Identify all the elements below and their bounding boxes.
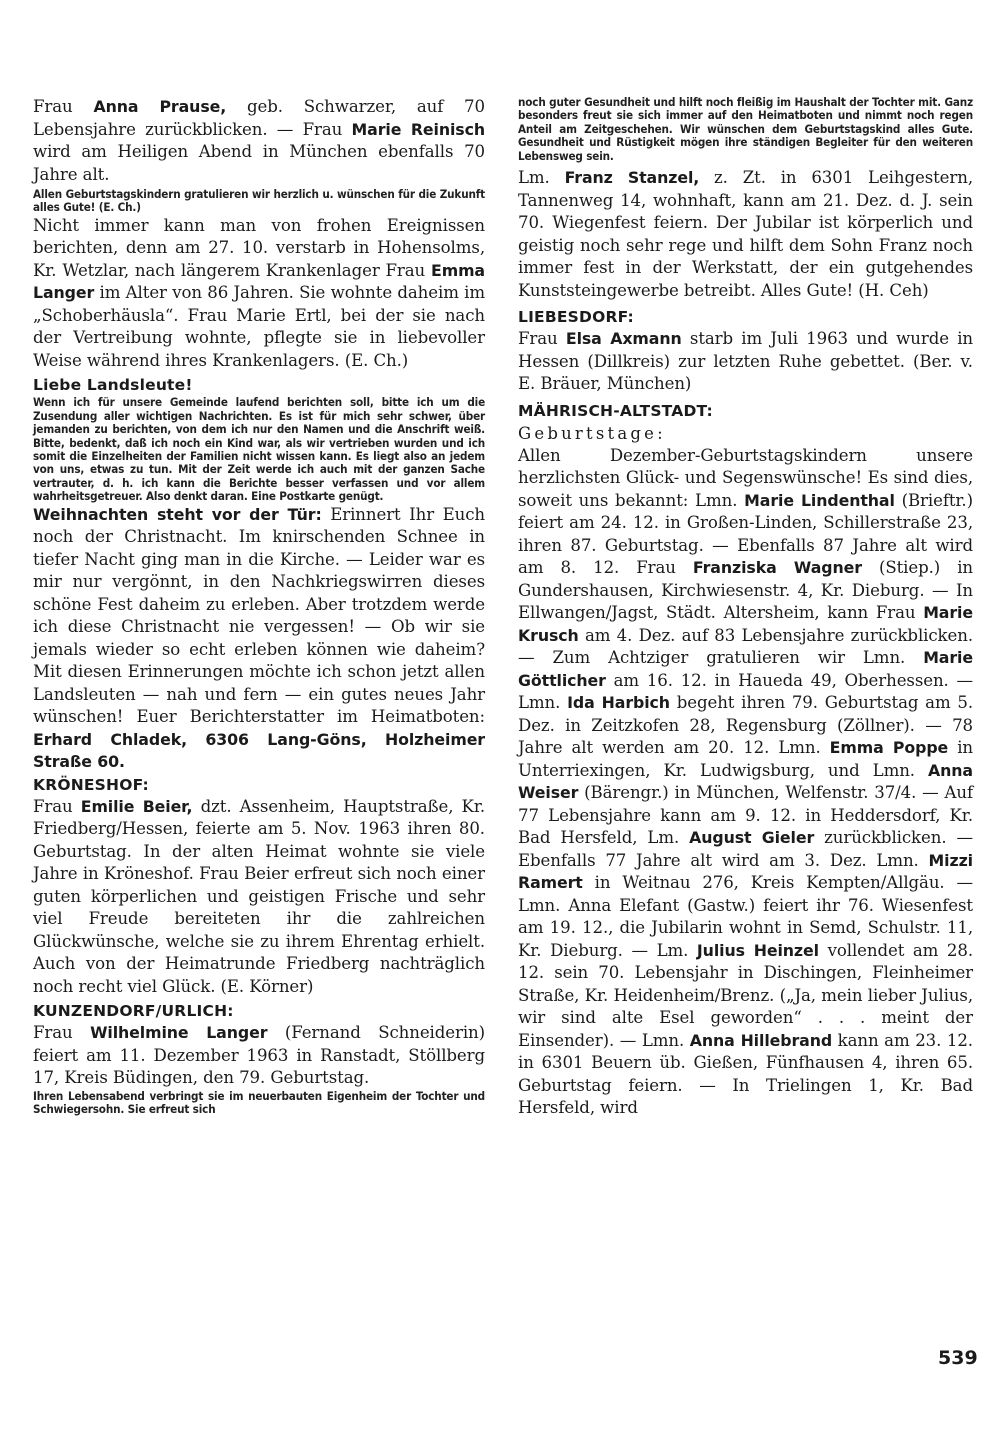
name-wilhelmine-langer: Wilhelmine Langer xyxy=(90,1023,268,1043)
paragraph-emma-langer: Nicht immer kann man von frohen Ereignissen berichten, denn am 27. 10. verstarb in Hohensolms, Kr. Wetzlar, nach längerem Krankenlager Frau Emma Langer im Alter von 86 Jahren. Sie wohnte daheim im „Schoberhäusla“. Frau Marie Ertl, bei der sie nach der Vertreibung wohnte, pflegte sie in liebevoller Weise während ihres Krankenlagers. (E. Ch.) xyxy=(33,215,485,370)
name-julius-heinzel: Julius Heinzel xyxy=(696,940,819,960)
name-franziska-wagner: Franziska Wagner xyxy=(692,558,862,578)
name-marie-krusch: Marie Krusch xyxy=(518,603,973,645)
paragraph-weihnachten: Weihnachten steht vor der Tür: Erinnert Ihr Euch noch der Christnacht. Im knirschenden Schnee in tiefer Nacht ging man in die Kirche. — Leider war es mir nur vergönnt, in den Nachkriegswirren dieses schöne Fest daheim zu erleben. Aber trotzdem werde ich diese Christnacht nie vergessen! — Ob wir sie jemals wieder so echt erleben können wie daheim? Mit diesen Erinnerungen möchte ich schon jetzt allen Landsleuten — nah und fern — ein gutes neues Jahr wünschen! Euer Berichterstatter im Heimatboten: Erhard Chladek, 6306 Lang-Göns, Holzheimer Straße 60. xyxy=(33,504,485,772)
name-elsa-axmann: Elsa Axmann xyxy=(565,329,682,349)
heading-liebesdorf: LIEBESDORF: xyxy=(518,308,634,327)
heading-kroneshof: KRÖNESHOF: xyxy=(33,775,149,794)
name-ida-harbich: Ida Harbich xyxy=(567,693,670,713)
name-marie-goettlicher: Marie Göttlicher xyxy=(518,648,973,690)
paragraph-continued: noch guter Gesundheit und hilft noch fleißig im Haushalt der Tochter mit. Ganz besonders freut sie sich immer auf den Heimatboten und nimmt noch regen Anteil am Zeitgeschehen. Wir wünschen dem Geburtstagskind alles Gute. Gesundheit und Rüstigkeit mögen ihre ständigen Begleiter für den weiteren Lebensweg sein. xyxy=(518,95,973,163)
name-anna-weiser: Anna Weiser xyxy=(518,760,973,803)
paragraph-elsa-axmann: Frau Elsa Axmann starb im Juli 1963 und wurde in Hessen (Dillkreis) zur letzten Ruhe gebettet. (Ber. v. E. Bräuer, München) xyxy=(518,329,973,394)
name-august-gieler: August Gieler xyxy=(689,828,815,848)
paragraph-franz-stanzel: Lm. Franz Stanzel, z. Zt. in 6301 Leihgestern, Tannenweg 14, wohnhaft, kann am 21. Dez. d. J. sein 70. Wiegenfest feiern. Der Jubilar ist körperlich und geistig noch sehr rege und hilft dem Sohn Franz noch immer fest in der Werkstatt, der ein gutgehendes Kunststeingewerbe betreibt. Alles Gute! (H. Ceh) xyxy=(518,168,973,300)
name-anna-hillebrand: Anna Hillebrand xyxy=(689,1030,833,1050)
name-marie-reinisch: Marie Reinisch xyxy=(351,119,485,139)
paragraph-lebensabend: Ihren Lebensabend verbringt sie im neuerbauten Eigenheim der Tochter und Schwiegersohn. Sie erfreut sich xyxy=(33,1088,485,1116)
paragraph-appeal: Wenn ich für unsere Gemeinde laufend berichten soll, bitte ich um die Zusendung aller wichtigen Nachrichten. Es ist für mich sehr schwer, über jemanden zu berichten, von dem ich nur den Namen und die Anschrift weiß. Bitte, bedenkt, daß ich noch ein Kind war, als wir vertrieben wurden und ich somit die Einzelheiten der Familien nicht wissen kann. Es liegt also an jedem von uns, etwas zu tun. Mit der Zeit werde ich auch mit der ganzen Sache vertrauter, d. h. ich kann die Berichte besser verfassen und vor allem wahrheitsgetreuer. Also denkt daran. Eine Postkarte genügt. xyxy=(33,395,485,504)
left-column xyxy=(33,96,485,1116)
page-number: 539 xyxy=(938,1347,978,1369)
name-anna-prause: Anna Prause, xyxy=(93,97,227,116)
heading-liebe-landsleute: Liebe Landsleute! xyxy=(33,376,193,395)
author-address: Erhard Chladek, 6306 Lang-Göns, Holzheimer Straße 60. xyxy=(33,729,485,772)
greeting-note: Allen Geburtstagskindern gratulieren wir herzlich u. wünschen für die Zukunft alles Gute! (E. Ch.) xyxy=(33,187,485,215)
heading-maehrisch-altstadt: MÄHRISCH-ALTSTADT: xyxy=(518,401,713,420)
name-marie-lindenthal: Marie Lindenthal xyxy=(744,490,895,510)
heading-weihnachten: Weihnachten steht vor der Tür: xyxy=(33,504,322,524)
name-emilie-beier: Emilie Beier, xyxy=(80,796,193,816)
paragraph-emilie-beier: Frau Emilie Beier, dzt. Assenheim, Hauptstraße, Kr. Friedberg/Hessen, feierte am 5. Nov. 1963 ihren 80. Geburtstag. In der alten Heimat wohnte sie viele Jahre in Kröneshof. Frau Beier erfreut sich noch einer guten körperlichen und geistigen Frische und sehr viel Freude bereiteten ihr die zahlreichen Glückwünsche, welche sie zu ihrem Ehrentag erhielt. Auch von der Heimatrunde Friedberg nachträglich noch recht viel Glück. (E. Körner) xyxy=(33,796,486,996)
name-emma-langer: Emma Langer xyxy=(33,260,485,303)
paragraph-wilhelmine-langer: Frau Wilhelmine Langer (Fernand Schneiderin) feiert am 11. Dezember 1963 in Ranstadt, Stöllberg 17, Kreis Büdingen, den 79. Geburtstag. xyxy=(33,1023,485,1088)
heading-geburtstage: Geburtstage: xyxy=(518,423,666,443)
name-franz-stanzel: Franz Stanzel, xyxy=(564,168,700,188)
heading-kunzendorf: KUNZENDORF/URLICH: xyxy=(33,1002,234,1021)
name-mizzi-ramert: Mizzi Ramert xyxy=(518,850,973,893)
paragraph-prause: Frau Anna Prause, geb. Schwarzer, auf 70 Lebensjahre zurückblicken. — Frau Marie Reinisch wird am Heiligen Abend in München ebenfalls 70 Jahre alt. xyxy=(33,97,485,184)
right-column xyxy=(518,96,973,1120)
paragraph-birthdays: Allen Dezember-Geburtstagskindern unsere herzlichsten Glück- und Segenswünsche! Es sind dies, soweit uns bekannt: Lmn. Marie Lindenthal (Brieftr.) feiert am 24. 12. in Großen-Linden, Schillerstraße 23, ihren 87. Geburtstag. — Ebenfalls 87 Jahre alt wird am 8. 12. Frau Franziska Wagner (Stiep.) in Gundershausen, Kirchwiesenstr. 4, Kr. Dieburg. — In Ellwangen/Jagst, Städt. Altersheim, kann Frau Marie Krusch am 4. Dez. auf 83 Lebensjahre zurückblicken. — Zum Achtziger gratulieren wir Lmn. Marie Göttlicher am 16. 12. in Haueda 49, Oberhessen. — Lmn. Ida Harbich begeht ihren 79. Geburtstag am 5. Dez. in Zeitzkofen 28, Regensburg (Zöllner). — 78 Jahre alt werden am 20. 12. Lmn. Emma Poppe in Unterriexingen, Kr. Ludwigsburg, und Lmn. Anna Weiser (Bärengr.) in München, Welfenstr. 37/4. — Auf 77 Lebensjahre kann am 9. 12. in Heddersdorf, Kr. Bad Hersfeld, Lm. August Gieler zurückblicken. — Ebenfalls 77 Jahre alt wird am 3. Dez. Lmn. Mizzi Ramert in Weitnau 276, Kreis Kempten/Allgäu. — Lmn. Anna Elefant (Gastw.) feiert ihr 76. Wiesenfest am 19. 12., die Jubilarin wohnt in Semd, Schulstr. 11, Kr. Dieburg. — Lm. Julius Heinzel vollendet am 28. 12. sein 70. Lebensjahr in Dischingen, Fleinheimer Straße, Kr. Heidenheim/Brenz. („Ja, mein lieber Julius, wir sind alte Esel geworden“ . . . meint der Einsender). — Lmn. Anna Hillebrand kann am 23. 12. in 6301 Beuern üb. Gießen, Fünfhausen 4, ihren 65. Geburtstag feiern. — In Trielingen 1, Kr. Bad Hersfeld, wird xyxy=(518,445,974,1118)
name-emma-poppe: Emma Poppe xyxy=(829,738,949,758)
